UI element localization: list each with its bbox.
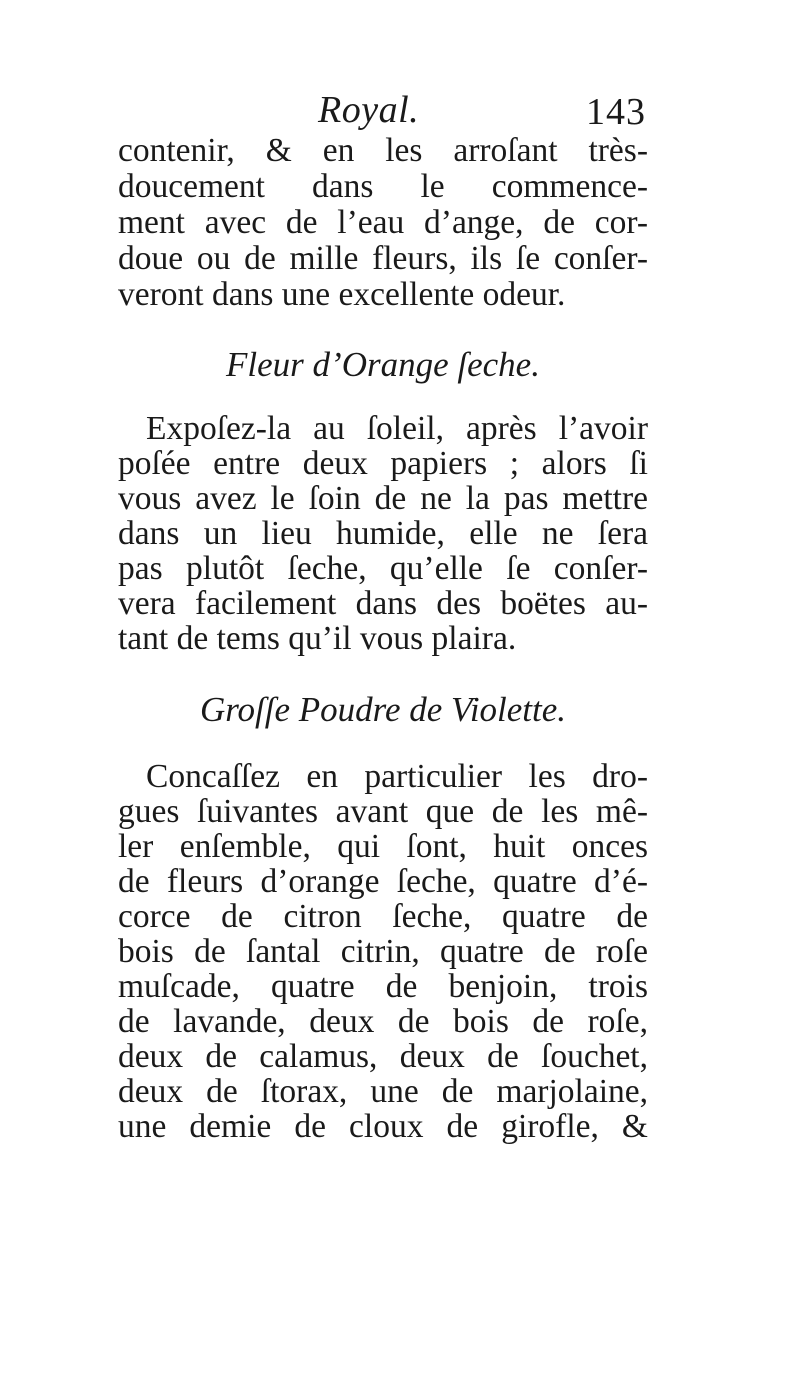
text-line: veront dans une excellente odeur. (118, 276, 566, 313)
text-line: muſcade, quatre de benjoin, trois (118, 968, 648, 1005)
text-line: tant de tems qu’il vous plaira. (118, 620, 517, 657)
text-line: corce de citron ſeche, quatre de (118, 898, 648, 935)
text-line: contenir, & en les arroſant très- (118, 132, 648, 169)
text-line: gues ſuivantes avant que de les mê- (118, 793, 648, 830)
section-heading: Groſſe Poudre de Violette. (199, 690, 567, 729)
page-number: 143 (586, 91, 646, 133)
text-line: vera facilement dans des boëtes au- (118, 585, 648, 622)
text-line: Concaſſez en particulier les dro- (146, 758, 648, 795)
text-line: de fleurs d’orange ſeche, quatre d’é- (118, 863, 648, 900)
text-line: poſée entre deux papiers ; alors ſi (118, 445, 648, 482)
text-line: dans un lieu humide, elle ne ſera (118, 515, 648, 552)
text-line: ler enſemble, qui ſont, huit onces (118, 828, 648, 865)
text-line: ment avec de l’eau d’ange, de cor- (118, 204, 648, 241)
text-line: bois de ſantal citrin, quatre de roſe (118, 933, 648, 970)
text-line: deux de calamus, deux de ſouchet, (118, 1038, 648, 1075)
text-line: vous avez le ſoin de ne la pas mettre (118, 480, 648, 517)
running-title: Royal. (318, 89, 420, 131)
text-line: Expoſez-la au ſoleil, après l’avoir (146, 410, 648, 447)
section-heading: Fleur d’Orange ſeche. (226, 345, 540, 384)
text-line: doue ou de mille fleurs, ils ſe conſer- (118, 240, 648, 277)
text-line: pas plutôt ſeche, qu’elle ſe conſer- (118, 550, 648, 587)
text-line: doucement dans le commence- (118, 168, 648, 205)
text-line: une demie de cloux de girofle, & (118, 1108, 648, 1145)
text-line: deux de ſtorax, une de marjolaine, (118, 1073, 648, 1110)
text-line: de lavande, deux de bois de roſe, (118, 1003, 648, 1040)
